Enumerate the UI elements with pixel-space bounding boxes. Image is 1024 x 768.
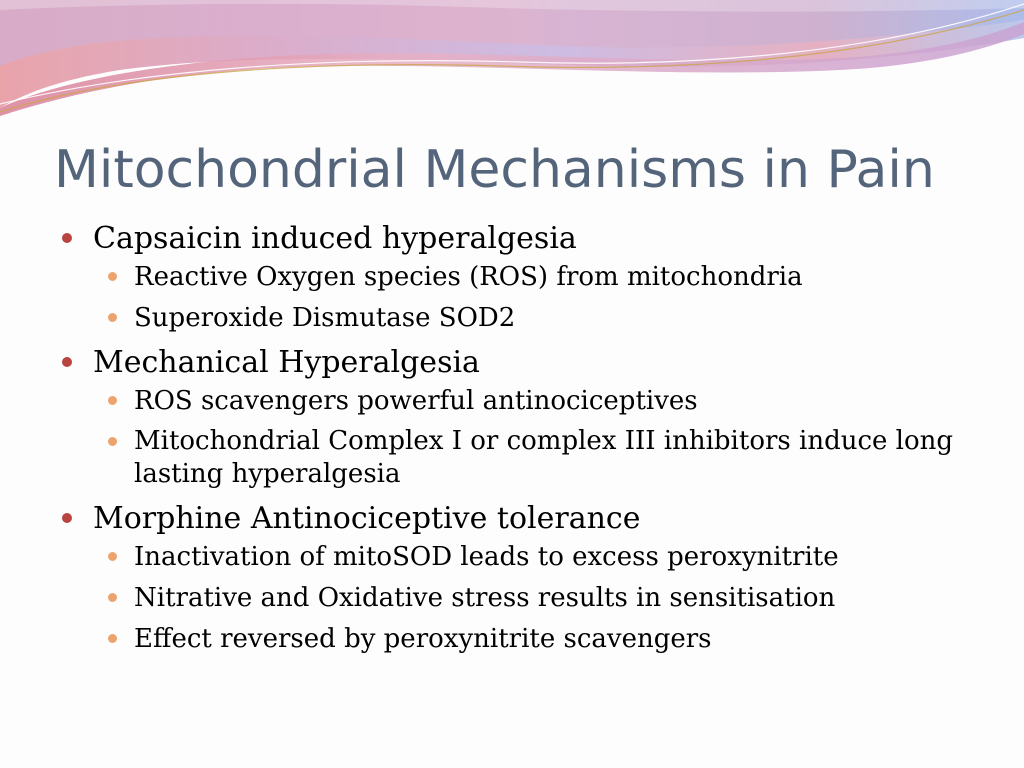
bullet-level1-morphine (62, 498, 962, 540)
bullet-text: Inactivation of mitoSOD leads to excess peroxynitrite (134, 542, 839, 572)
round-dot-icon (62, 233, 72, 243)
bullet-level2-complex-inhibitors (62, 425, 962, 491)
small-dot-icon (108, 593, 117, 602)
small-dot-icon (108, 313, 117, 322)
wave-banner-decoration (0, 0, 1024, 120)
slide-title: Mitochondrial Mechanisms in Pain (54, 140, 935, 200)
small-dot-icon (108, 634, 117, 643)
bullet-level2-mitosod (62, 540, 962, 574)
bullet-list (62, 218, 962, 663)
bullet-level2-ros (62, 260, 962, 294)
bullet-text: Reactive Oxygen species (ROS) from mitochondria (134, 262, 803, 292)
bullet-level1-mechanical (62, 342, 962, 384)
small-dot-icon (108, 552, 117, 561)
bullet-level2-effect-reversed (62, 622, 962, 656)
small-dot-icon (108, 437, 117, 446)
bullet-level2-ros-scavengers (62, 384, 962, 418)
bullet-text: ROS scavengers powerful antinociceptives (134, 386, 698, 416)
bullet-text: Mitochondrial Complex I or complex III inhibitors induce long lasting hyperalgesia (134, 426, 954, 489)
bullet-level2-sod2 (62, 301, 962, 335)
bullet-text: Capsaicin induced hyperalgesia (93, 221, 577, 256)
small-dot-icon (108, 396, 117, 405)
bullet-level2-nitrative (62, 581, 962, 615)
bullet-text: Effect reversed by peroxynitrite scavengers (134, 624, 712, 654)
bullet-text: Nitrative and Oxidative stress results in sensitisation (134, 583, 836, 613)
round-dot-icon (62, 513, 72, 523)
small-dot-icon (108, 272, 117, 281)
round-dot-icon (62, 357, 72, 367)
bullet-level1-capsaicin (62, 218, 962, 260)
bullet-text: Superoxide Dismutase SOD2 (134, 303, 516, 333)
bullet-text: Mechanical Hyperalgesia (93, 345, 480, 380)
bullet-text: Morphine Antinociceptive tolerance (93, 501, 641, 536)
